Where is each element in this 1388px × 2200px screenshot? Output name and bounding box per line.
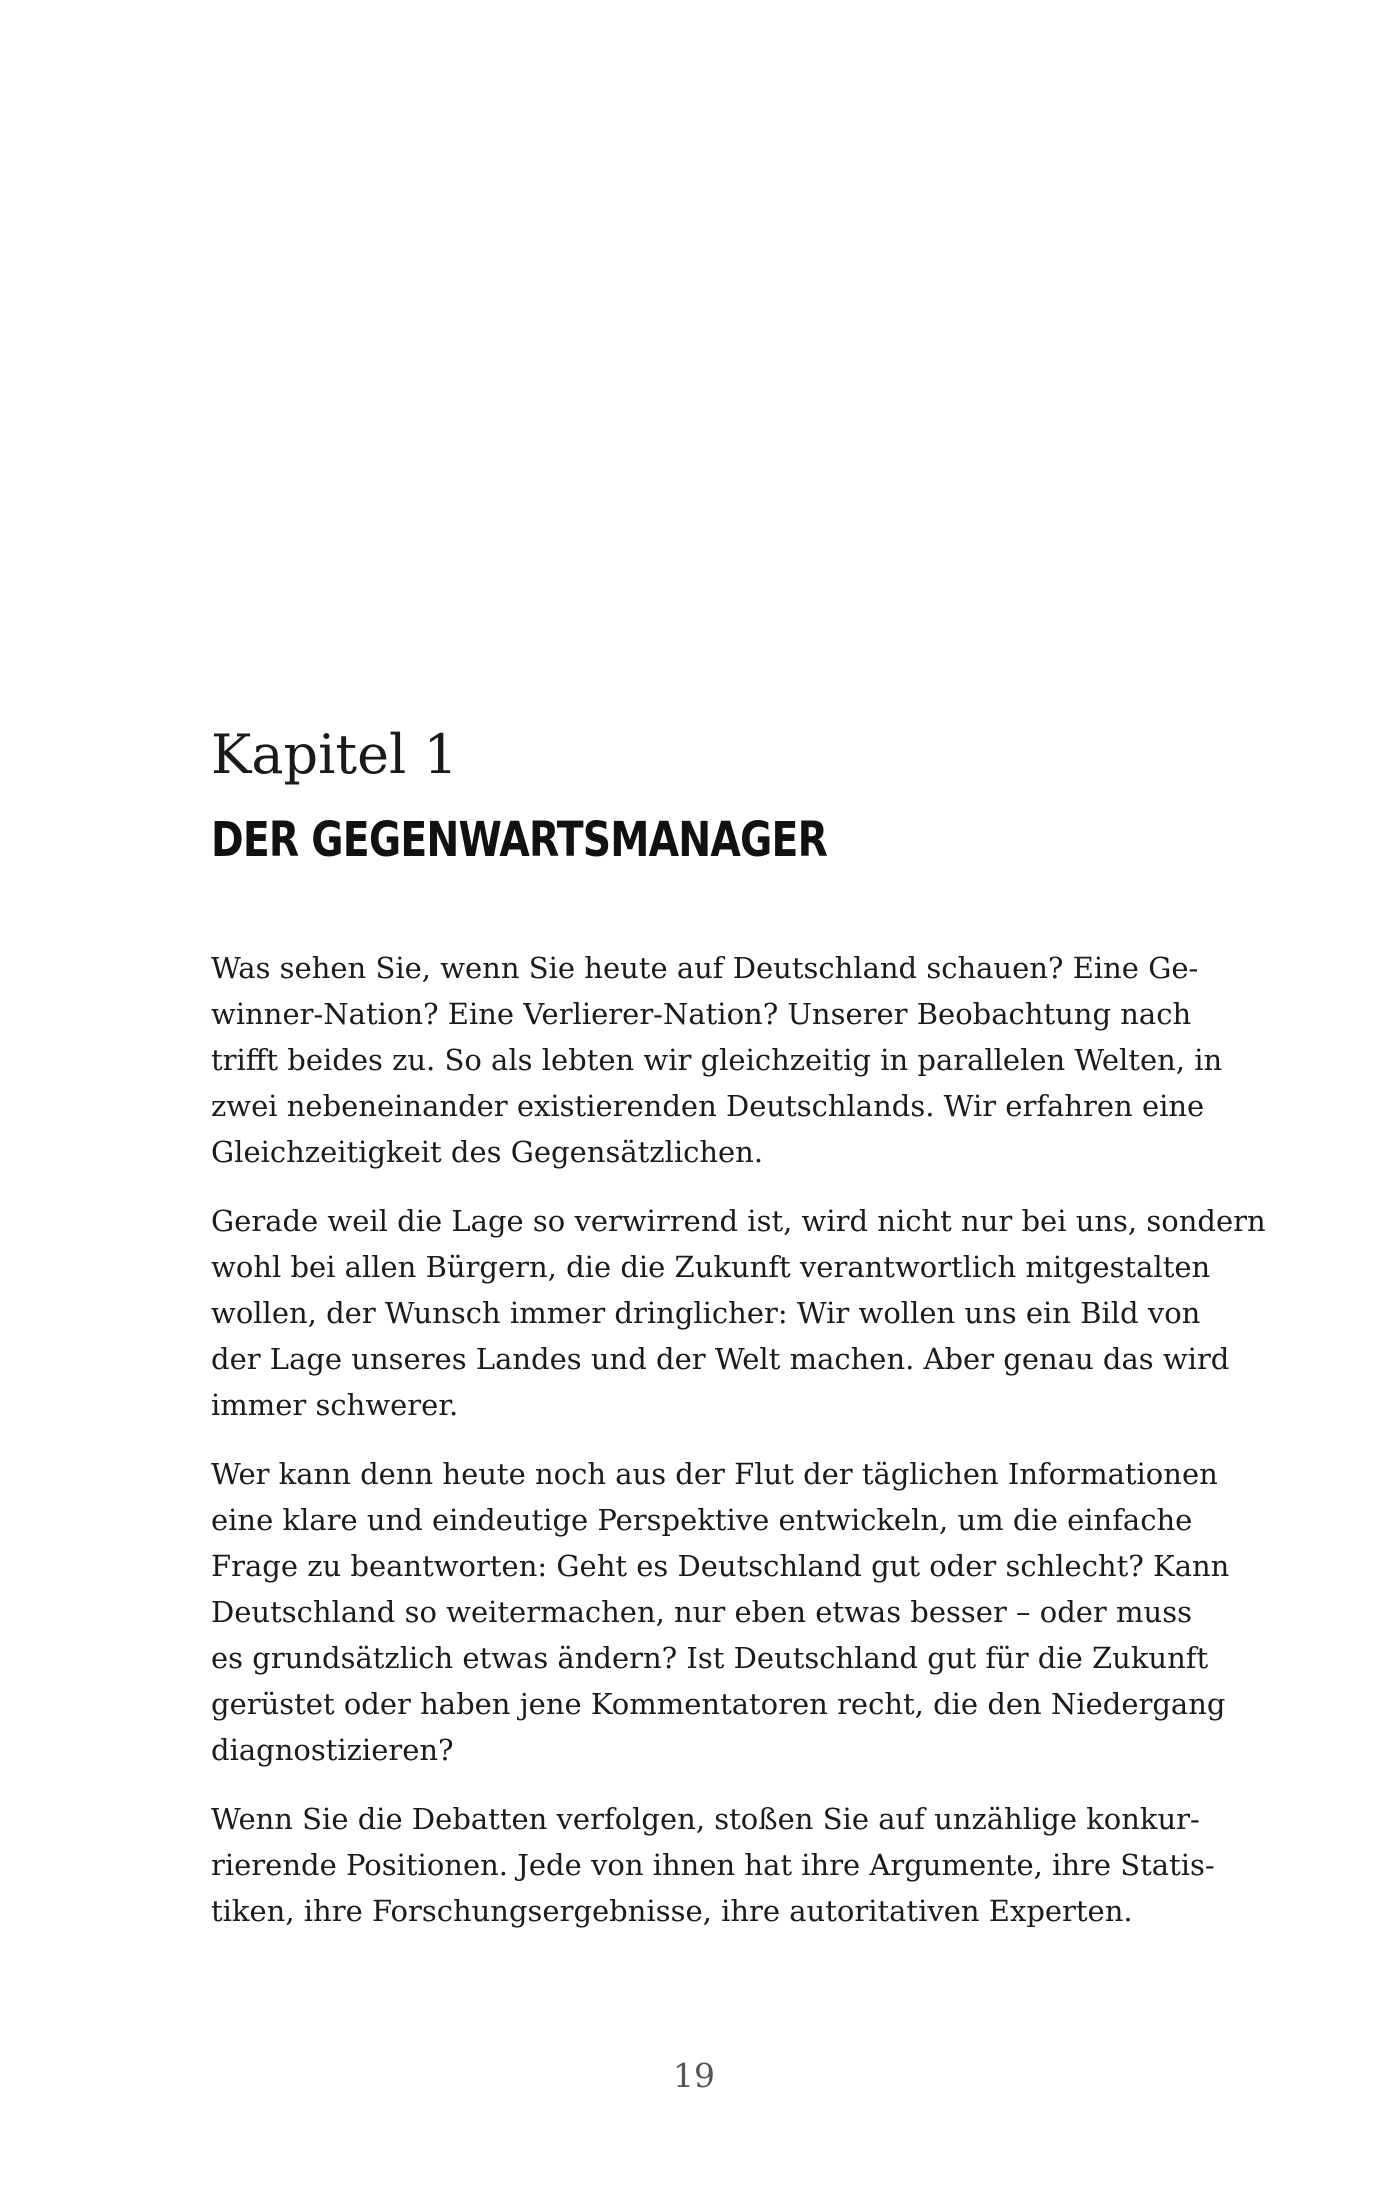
- text-line: rierende Positionen. Jede von ihnen hat ihre Argumente, ihre Statis-: [211, 1848, 1215, 1882]
- text-line: wollen, der Wunsch immer dringlicher: Wir wollen uns ein Bild von: [211, 1296, 1201, 1330]
- text-line: Wer kann denn heute noch aus der Flut der täglichen Informationen: [211, 1457, 1218, 1491]
- paragraph-4: [211, 1796, 1215, 1934]
- text-line: Frage zu beantworten: Geht es Deutschland gut oder schlecht? Kann: [211, 1549, 1230, 1583]
- text-line: Deutschland so weitermachen, nur eben etwas besser – oder muss: [211, 1595, 1192, 1629]
- text-line: Gerade weil die Lage so verwirrend ist, wird nicht nur bei uns, sondern: [211, 1204, 1266, 1238]
- text-line: es grundsätzlich etwas ändern? Ist Deutschland gut für die Zukunft: [211, 1641, 1209, 1675]
- text-line: wohl bei allen Bürgern, die die Zukunft verantwortlich mitgestalten: [211, 1250, 1211, 1284]
- paragraph-1: [211, 945, 1223, 1175]
- paragraph-3: [211, 1451, 1230, 1773]
- chapter-label: Kapitel 1: [211, 723, 458, 786]
- text-line: tiken, ihre Forschungsergebnisse, ihre autoritativen Experten.: [211, 1894, 1133, 1928]
- text-line: zwei nebeneinander existierenden Deutschlands. Wir erfahren eine: [211, 1089, 1205, 1123]
- text-line: eine klare und eindeutige Perspektive entwickeln, um die einfache: [211, 1503, 1193, 1537]
- text-line: Wenn Sie die Debatten verfolgen, stoßen Sie auf unzählige konkur-: [211, 1802, 1200, 1836]
- chapter-title: DER GEGENWARTSMANAGER: [211, 812, 828, 868]
- text-line: trifft beides zu. So als lebten wir gleichzeitig in parallelen Welten, in: [211, 1043, 1223, 1077]
- text-line: immer schwerer.: [211, 1388, 459, 1422]
- text-line: winner-Nation? Eine Verlierer-Nation? Unserer Beobachtung nach: [211, 997, 1192, 1031]
- text-line: Gleichzeitigkeit des Gegensätzlichen.: [211, 1135, 764, 1169]
- body-text: [211, 945, 1266, 1957]
- text-line: diagnostizieren?: [211, 1733, 454, 1767]
- text-line: gerüstet oder haben jene Kommentatoren recht, die den Niedergang: [211, 1687, 1226, 1721]
- page-number: 19: [673, 2056, 715, 2095]
- paragraph-2: [211, 1198, 1266, 1428]
- text-line: Was sehen Sie, wenn Sie heute auf Deutschland schauen? Eine Ge-: [211, 951, 1199, 985]
- text-line: der Lage unseres Landes und der Welt machen. Aber genau das wird: [211, 1342, 1230, 1376]
